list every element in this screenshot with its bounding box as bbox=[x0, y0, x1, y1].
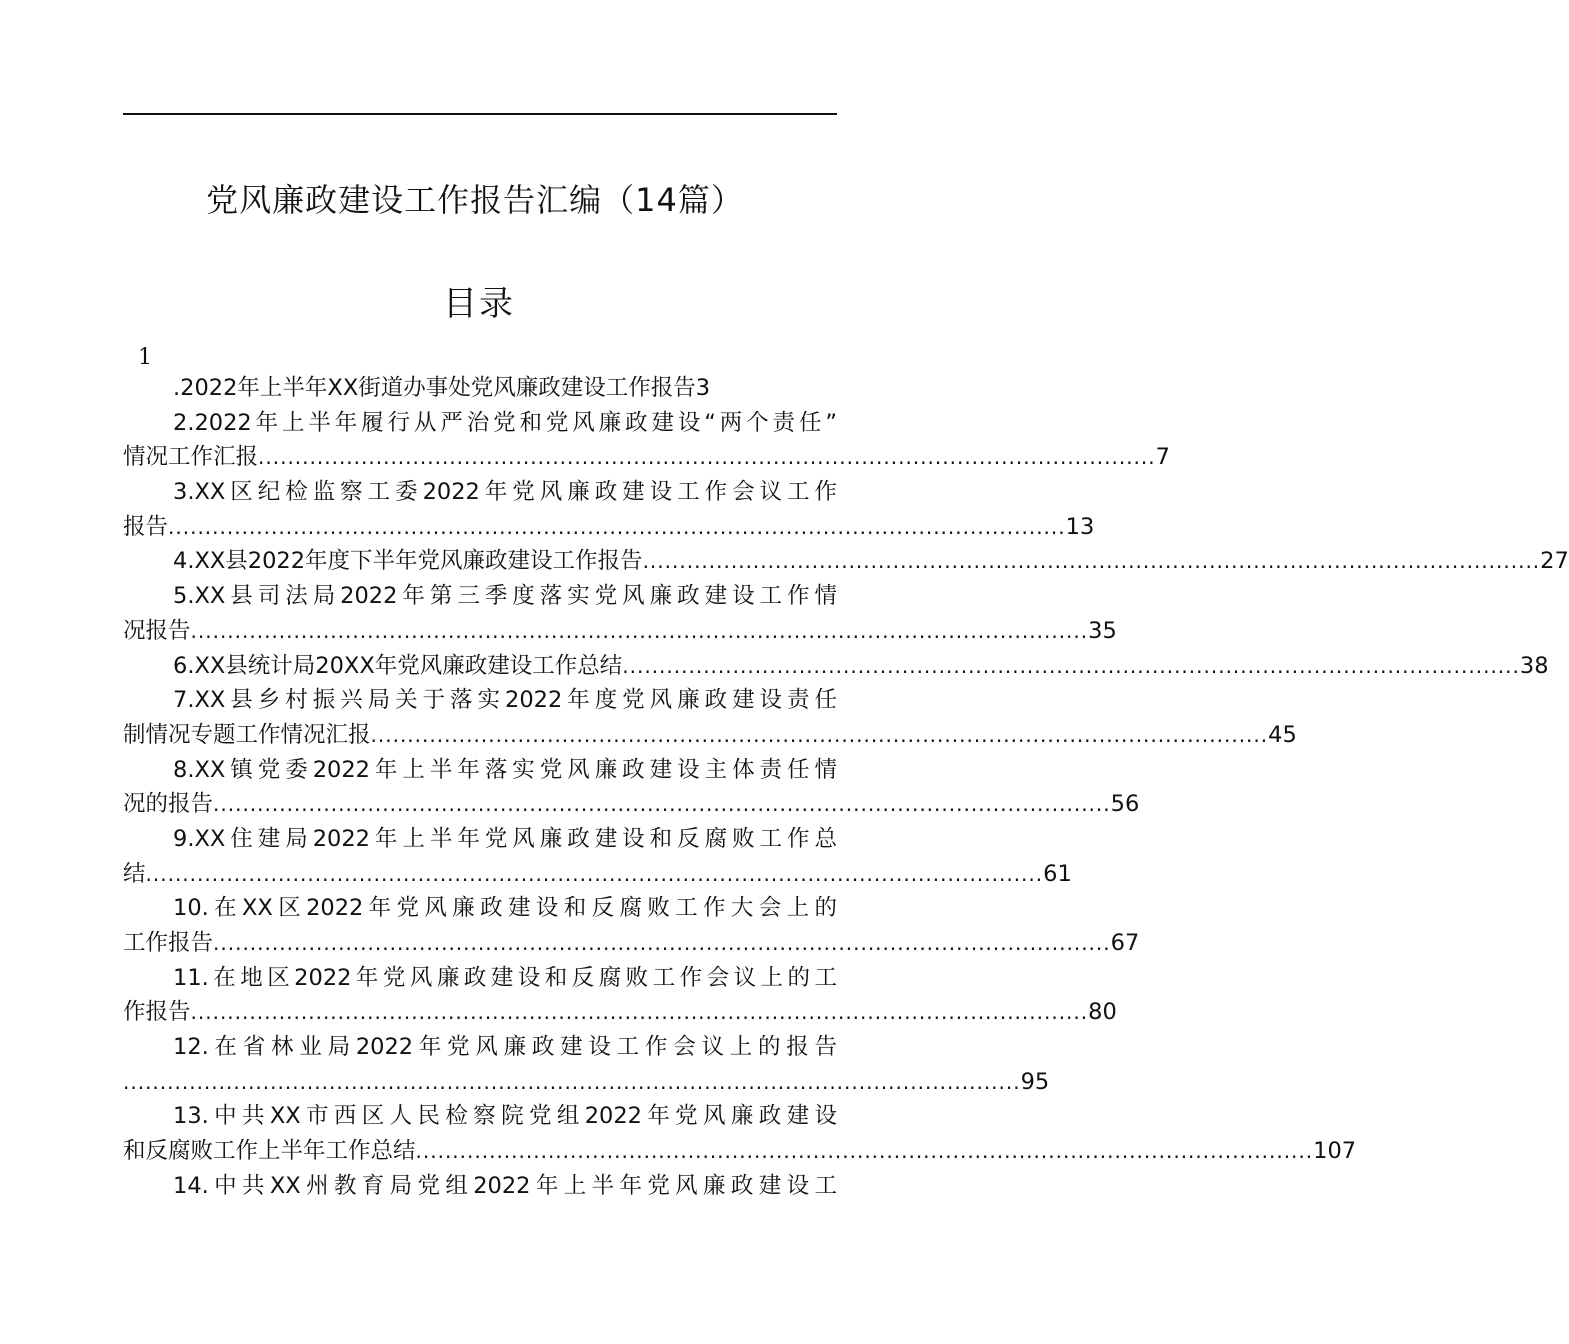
toc-entry-5[interactable]: 5.XX县司法局2022年第三季度落实党风廉政建设工作情 bbox=[173, 583, 837, 610]
toc-entry-11-cont[interactable] bbox=[123, 995, 1117, 1030]
page-number: 27 bbox=[1540, 548, 1569, 575]
page-number: 80 bbox=[1088, 999, 1117, 1026]
toc-entry-9-cont[interactable] bbox=[123, 857, 1072, 892]
dot-leader: .......................................................................................................................... bbox=[622, 653, 1520, 678]
dot-leader: .......................................................................................................................... bbox=[145, 861, 1044, 886]
toc-entry-9[interactable]: 9.XX住建局2022年上半年党风廉政建设和反腐败工作总 bbox=[173, 825, 837, 852]
stray-number: 1 bbox=[138, 345, 152, 370]
toc-entry-text: 和反腐败工作上半年工作总结 bbox=[123, 1138, 416, 1165]
dot-leader: .......................................................................................................................... bbox=[415, 1139, 1314, 1164]
toc-entry-8[interactable]: 8.XX镇党委2022年上半年落实党风廉政建设主体责任情 bbox=[173, 756, 837, 783]
header-rule bbox=[123, 113, 837, 115]
page-number: 107 bbox=[1313, 1138, 1357, 1165]
toc-entry-6[interactable] bbox=[123, 649, 1549, 684]
toc-entry-text: 情况工作汇报 bbox=[123, 444, 259, 471]
dot-leader: .......................................................................................................................... bbox=[642, 549, 1541, 574]
toc-entry-3-cont[interactable] bbox=[123, 510, 1095, 545]
toc-entry-2[interactable]: 2.2022年上半年履行从严治党和党风廉政建设“两个责任” bbox=[173, 409, 837, 436]
toc-entry-11[interactable]: 11.在地区2022年党风廉政建设和反腐败工作会议上的工 bbox=[173, 964, 837, 991]
page-number: 67 bbox=[1110, 930, 1140, 956]
page-number: 38 bbox=[1519, 652, 1549, 679]
toc-entry-text: 6.XX县统计局20XX年党风廉政建设工作总结 bbox=[173, 652, 623, 679]
toc-heading: 目录 bbox=[443, 284, 515, 324]
toc-entry-2-cont[interactable] bbox=[123, 440, 1170, 475]
dot-leader: .......................................................................................................................... bbox=[190, 618, 1089, 643]
document-title: 党风廉政建设工作报告汇编（14篇） bbox=[206, 181, 744, 219]
toc-entry-7[interactable]: 7.XX县乡村振兴局关于落实2022年度党风廉政建设责任 bbox=[173, 687, 837, 714]
page-number: 61 bbox=[1043, 860, 1072, 887]
page-number: 45 bbox=[1268, 721, 1297, 748]
toc-entry-1[interactable]: .2022年上半年XX街道办事处党风廉政建设工作报告3 bbox=[173, 375, 711, 401]
toc-entry-12-cont[interactable] bbox=[123, 1065, 1050, 1100]
toc-entry-text: 制情况专题工作情况汇报 bbox=[123, 721, 371, 748]
toc-entry-13[interactable]: 13.中共XX市西区人民检察院党组2022年党风廉政建设 bbox=[173, 1103, 837, 1130]
toc-entry-text: 结 bbox=[123, 860, 146, 887]
toc-entry-13-cont[interactable] bbox=[123, 1134, 1357, 1169]
dot-leader: .......................................................................................................................... bbox=[123, 1069, 1021, 1094]
toc-entry-text: 4.XX县2022年度下半年党风廉政建设工作报告 bbox=[173, 548, 643, 575]
dot-leader: .......................................................................................................................... bbox=[168, 514, 1066, 539]
page-number: 7 bbox=[1155, 444, 1170, 471]
table-of-contents bbox=[123, 371, 1569, 1204]
toc-entry-7-cont[interactable] bbox=[123, 718, 1297, 753]
page-number: 56 bbox=[1110, 791, 1140, 818]
dot-leader: .......................................................................................................................... bbox=[370, 722, 1269, 747]
toc-entry-10[interactable]: 10.在XX区2022年党风廉政建设和反腐败工作大会上的 bbox=[173, 895, 837, 922]
page-number: 13 bbox=[1065, 513, 1095, 540]
dot-leader: .......................................................................................................................... bbox=[213, 931, 1111, 955]
page-number: 95 bbox=[1020, 1068, 1050, 1095]
toc-entry-text: 作报告 bbox=[123, 999, 191, 1026]
toc-entry-text: 报告 bbox=[123, 513, 169, 540]
toc-entry-3[interactable]: 3.XX区纪检监察工委2022年党风廉政建设工作会议工作 bbox=[173, 479, 837, 506]
toc-entry-4[interactable] bbox=[123, 544, 1569, 579]
toc-entry-12[interactable]: 12.在省林业局2022年党风廉政建设工作会议上的报告 bbox=[173, 1034, 837, 1061]
toc-entry-text: 工作报告 bbox=[123, 930, 214, 956]
toc-entry-text: 况的报告 bbox=[123, 791, 214, 818]
toc-entry-10-cont[interactable] bbox=[123, 926, 1140, 961]
dot-leader: .......................................................................................................................... bbox=[258, 445, 1156, 470]
page-number: 35 bbox=[1088, 617, 1117, 644]
toc-entry-text: 况报告 bbox=[123, 617, 191, 644]
dot-leader: .......................................................................................................................... bbox=[213, 792, 1111, 817]
toc-entry-8-cont[interactable] bbox=[123, 787, 1140, 822]
dot-leader: .......................................................................................................................... bbox=[190, 1000, 1089, 1025]
toc-entry-5-cont[interactable] bbox=[123, 614, 1117, 649]
toc-entry-14[interactable]: 14.中共XX州教育局党组2022年上半年党风廉政建设工 bbox=[173, 1172, 837, 1199]
